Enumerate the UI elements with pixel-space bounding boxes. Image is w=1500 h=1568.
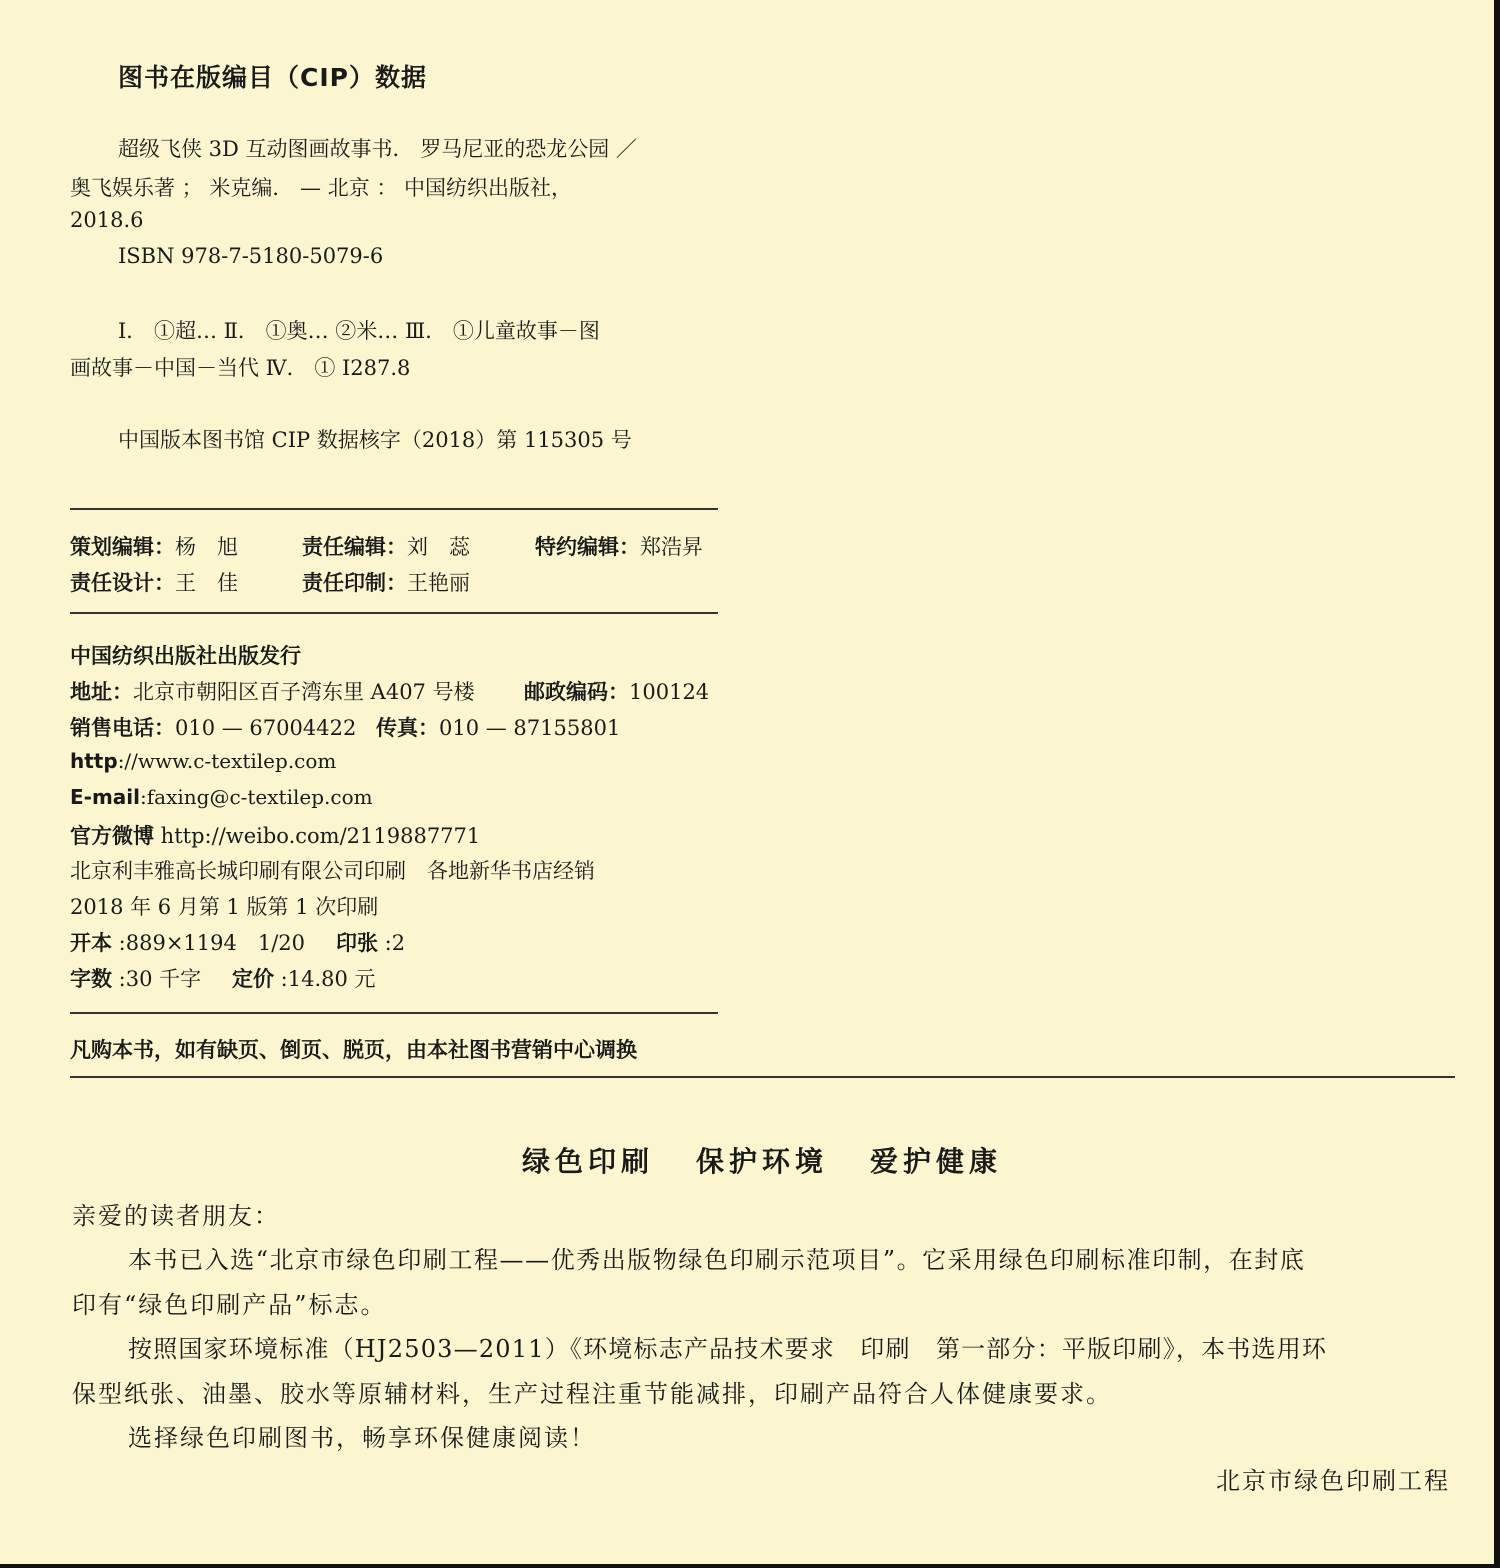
fax-label: 传真： — [376, 716, 439, 740]
editor-print-label: 责任印制： — [302, 571, 407, 595]
price-value: :14.80 元 — [274, 967, 376, 991]
divider-1 — [70, 508, 718, 510]
publisher-word-count — [70, 963, 201, 993]
cip-record-number: 中国版本图书馆 CIP 数据核字（2018）第 115305 号 — [118, 428, 632, 452]
cip-line-1: 超级飞侠 3D 互动图画故事书． 罗马尼亚的恐龙公园 ／ — [118, 137, 637, 161]
cip-classification-2: 画故事－中国－当代 Ⅳ． ① I287.8 — [70, 356, 411, 380]
publisher-email — [70, 785, 373, 809]
editor-special-name: 郑浩昇 — [640, 535, 703, 559]
exchange-notice: 凡购本书，如有缺页、倒页、脱页，由本社图书营销中心调换 — [70, 1038, 637, 1062]
green-printing-title — [522, 1140, 1002, 1180]
format-value: :889×1194 1/20 — [112, 931, 306, 955]
green-paragraph-3: 选择绿色印刷图书，畅享环保健康阅读！ — [128, 1424, 596, 1452]
format-label: 开本 — [70, 931, 112, 955]
publisher-address — [70, 676, 475, 706]
words-value: :30 千字 — [112, 967, 202, 991]
publisher-postcode — [524, 676, 709, 706]
http-value: ://www.c-textilep.com — [117, 749, 337, 773]
http-label: http — [70, 749, 118, 773]
sales-label: 销售电话： — [70, 716, 175, 740]
editor-print — [302, 567, 470, 597]
words-label: 字数 — [70, 967, 112, 991]
editor-print-name: 王艳丽 — [407, 571, 470, 595]
publisher-issuer: 中国纺织出版社出版发行 — [70, 644, 301, 668]
green-paragraph-1a: 本书已入选“北京市绿色印刷工程——优秀出版物绿色印刷示范项目”。它采用绿色印刷标准印制，在封底 — [128, 1246, 1306, 1274]
publisher-website — [70, 749, 336, 773]
postcode-label: 邮政编码： — [524, 680, 629, 704]
editor-responsible-label: 责任编辑： — [302, 535, 407, 559]
editor-responsible — [302, 531, 470, 561]
cip-line-3: 2018.6 — [70, 208, 144, 232]
cip-classification-1: Ⅰ． ①超… Ⅱ． ①奥… ②米… Ⅲ． ①儿童故事－图 — [118, 319, 600, 343]
green-signature: 北京市绿色印刷工程 — [1216, 1467, 1450, 1495]
green-paragraph-2a: 按照国家环境标准（HJ2503—2011）《环境标志产品技术要求 印刷 第一部分：平版印刷》，本书选用环 — [128, 1335, 1328, 1363]
publisher-sales-phone — [70, 712, 356, 742]
cip-heading: 图书在版编目（CIP）数据 — [118, 63, 427, 92]
address-value: 北京市朝阳区百子湾东里 A407 号楼 — [133, 680, 475, 704]
address-label: 地址： — [70, 680, 133, 704]
editor-planning-name: 杨 旭 — [175, 535, 238, 559]
publisher-weibo — [70, 820, 480, 850]
email-value: :faxing@c-textilep.com — [140, 785, 373, 809]
editor-design-label: 责任设计： — [70, 571, 175, 595]
weibo-label: 官方微博 — [70, 824, 154, 848]
editor-design — [70, 567, 238, 597]
email-label: E-mail — [70, 785, 141, 809]
publisher-sheets — [336, 927, 405, 957]
postcode-value: 100124 — [629, 680, 710, 704]
divider-3 — [70, 1012, 718, 1014]
sales-value: 010 — 67004422 — [175, 716, 357, 740]
editor-planning-label: 策划编辑： — [70, 535, 175, 559]
editor-special-label: 特约编辑： — [535, 535, 640, 559]
fax-value: 010 — 87155801 — [439, 716, 621, 740]
publisher-format — [70, 927, 305, 957]
editor-special — [535, 531, 703, 561]
cip-isbn: ISBN 978-7-5180-5079-6 — [118, 244, 384, 268]
price-label: 定价 — [232, 967, 274, 991]
cip-line-2: 奥飞娱乐著 ； 米克编． — 北京 ： 中国纺织出版社， — [70, 176, 573, 200]
publisher-edition: 2018 年 6 月第 1 版第 1 次印刷 — [70, 895, 379, 919]
sheets-label: 印张 — [336, 931, 378, 955]
publisher-fax — [376, 712, 620, 742]
green-title-part-1: 绿色印刷 — [522, 1145, 655, 1178]
weibo-value: http://weibo.com/2119887771 — [154, 824, 481, 848]
publisher-price — [232, 963, 376, 993]
green-paragraph-2b: 保型纸张、油墨、胶水等原辅材料，生产过程注重节能减排，印刷产品符合人体健康要求。 — [72, 1380, 1112, 1408]
green-greeting: 亲爱的读者朋友： — [72, 1202, 280, 1230]
green-title-part-2: 保护环境 — [696, 1145, 829, 1178]
green-title-part-3: 爱护健康 — [870, 1145, 1003, 1178]
editor-planning — [70, 531, 238, 561]
divider-full-width — [70, 1076, 1455, 1078]
divider-2 — [70, 612, 718, 614]
editor-responsible-name: 刘 蕊 — [407, 535, 470, 559]
green-paragraph-1b: 印有“绿色印刷产品”标志。 — [72, 1291, 387, 1319]
sheets-value: :2 — [378, 931, 406, 955]
editor-design-name: 王 佳 — [175, 571, 238, 595]
publisher-printer: 北京利丰雅高长城印刷有限公司印刷 各地新华书店经销 — [70, 859, 595, 883]
